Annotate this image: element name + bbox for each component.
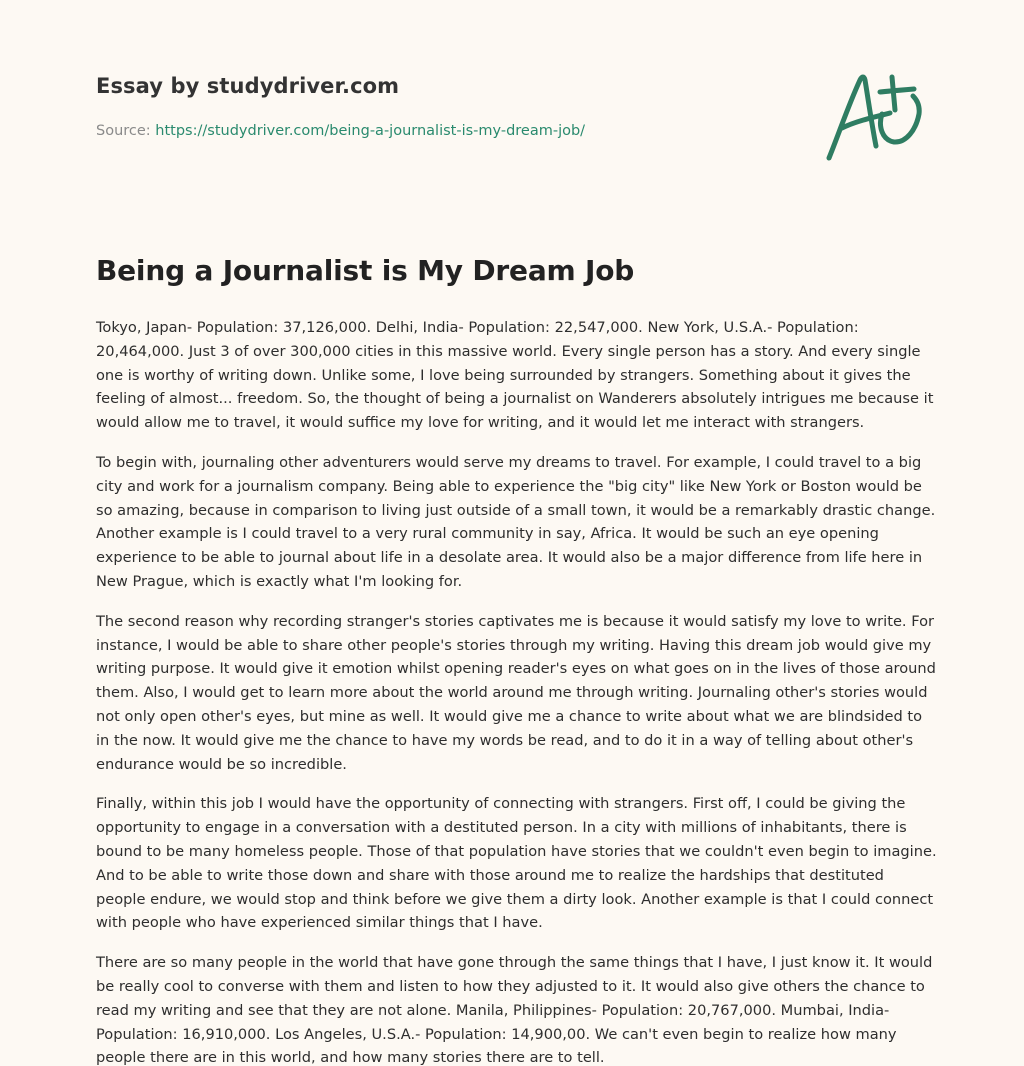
page-header — [96, 74, 796, 139]
a-plus-logo — [818, 66, 928, 166]
essay-paragraph: The second reason why recording stranger's stories captivates me is because it would satisfy my love to write. For instance, I would be able to share other people's stories through my writing. Having this dream job would give my writing purpose. It would give it emotion whilst opening reader's eyes on what goes on in the lives of those around them. Also, I would get to learn more about the world around me through writing. Journaling other's stories would not only open other's eyes, but mine as well. It would give me a chance to write about what we are blindsided to in the now. It would give me the chance to have my words be read, and to do it in a way of telling about other's endurance would be so incredible. — [96, 612, 936, 773]
essay-body — [96, 316, 938, 1066]
essay-paragraph: Tokyo, Japan- Population: 37,126,000. Delhi, India- Population: 22,547,000. New York, U.S.A.- Population: 20,464,000. Just 3 of over 300,000 cities in this massive world. Every single person has a story. And every single one is worthy of writing down. Unlike some, I love being surrounded by strangers. Something about it gives the feeling of almost... freedom. So, the thought of being a journalist on Wanderers absolutely intrigues me because it would allow me to travel, it would suffice my love for writing, and it would let me interact with strangers. — [96, 319, 934, 432]
essay-paragraph: To begin with, journaling other adventurers would serve my dreams to travel. For example, I could travel to a big city and work for a journalism company. Being able to experience the "big city" like New York or Boston would be so amazing, because in comparison to living just outside of a small town, it would be a remarkably drastic change. Another example is I could travel to a very rural community in say, Africa. It would be such an eye opening experience to be able to journal about life in a desolate area. It would also be a major difference from life here in New Prague, which is exactly what I'm looking for. — [96, 453, 936, 590]
site-title: Essay by studydriver.com — [96, 74, 400, 98]
essay-title: Being a Journalist is My Dream Job — [96, 254, 635, 287]
essay-paragraph: There are so many people in the world that have gone through the same things that I have, I just know it. It would be really cool to converse with them and listen to how they adjusted to it. It would also give others the chance to read my writing and see that they are not alone. Manila, Philippines- Population: 20,767,000. Mumbai, India- Population: 16,910,000. Los Angeles, U.S.A.- Population: 14,900,00. We can't even begin to realize how many people there are in this world, and how many stories there are to tell. — [96, 954, 933, 1066]
a-plus-logo-icon — [818, 66, 928, 166]
source-link[interactable]: https://studydriver.com/being-a-journalist-is-my-dream-job/ — [155, 123, 586, 139]
essay-paragraph: Finally, within this job I would have the opportunity of connecting with strangers. First off, I could be giving the opportunity to engage in a conversation with a destituted person. In a city with millions of inhabitants, there is bound to be many homeless people. Those of that population have stories that we couldn't even begin to imagine. And to be able to write those down and share with those around me to realize the hardships that destituted people endure, we would stop and think before we give them a dirty look. Another example is that I could connect with people who have experienced similar things that I have. — [96, 795, 937, 932]
source-line — [96, 123, 796, 139]
source-label: Source: — [96, 123, 151, 139]
